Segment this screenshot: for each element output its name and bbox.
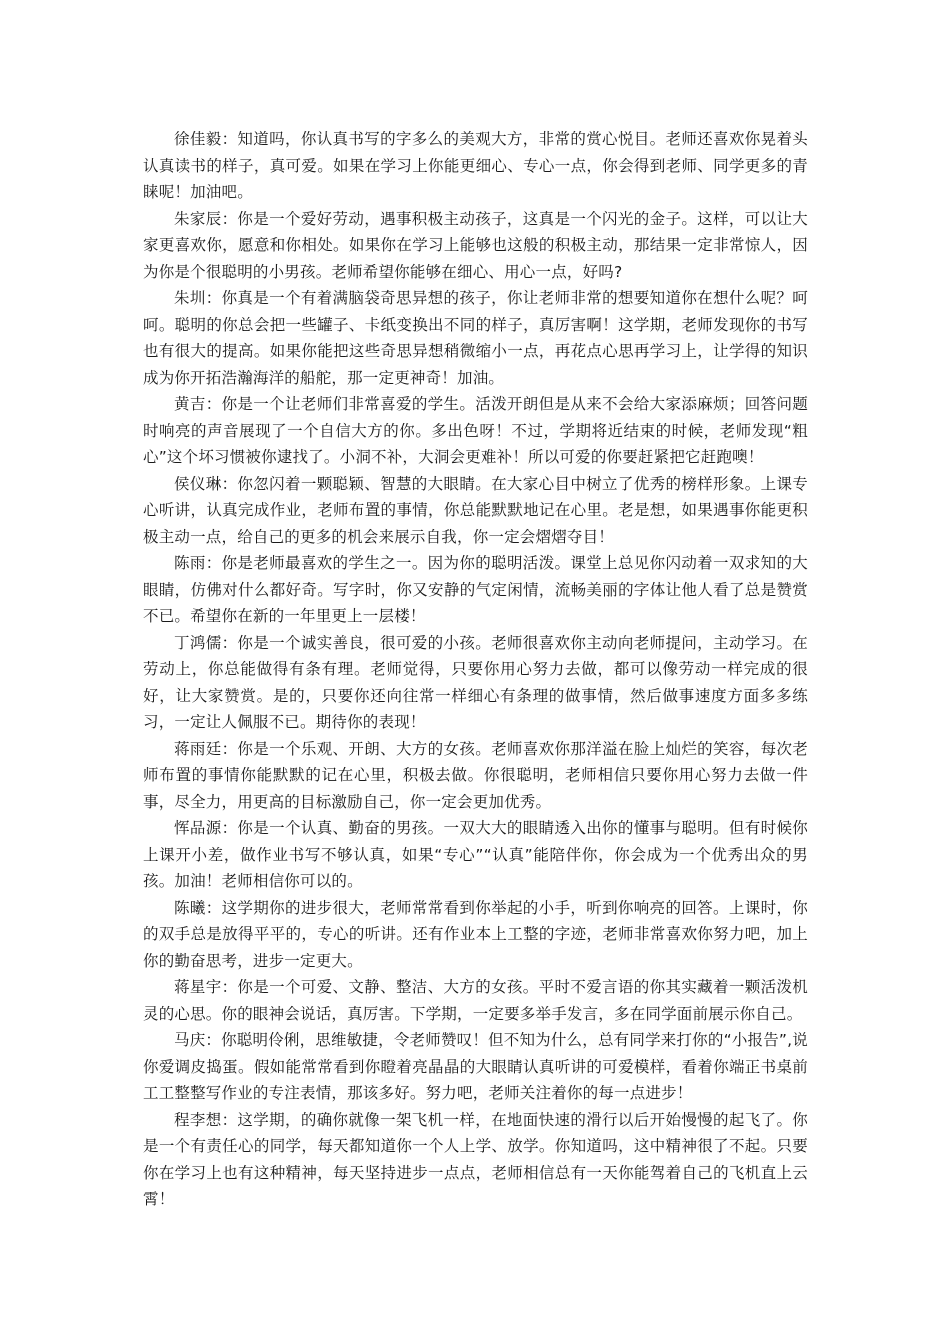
student-name: 陈曦 [174, 898, 206, 917]
comment-text: 你是老师最喜欢的学生之一。因为你的聪明活泼。课堂上总见你闪动着一双求知的大眼睛，仿佛对什么都好奇。写字时，你又安静的气定闲情，流畅美丽的字体让他人看了总是赞赏不已。希望你在新的一年里更上一层楼！ [143, 554, 809, 625]
student-name: 陈雨 [174, 554, 206, 572]
comment-text: 你是一个认真、勤奋的男孩。一双大大的眼睛透入出你的懂事与聪明。但有时候你上课开小差，做作业书写不够认真，如果“专心”“认真”能陪伴你，你会成为一个优秀出众的男孩。加油！老师相信你可以的。 [143, 819, 808, 890]
comment-paragraph: 朱家辰：你是一个爱好劳动，遇事积极主动孩子，这真是一个闪光的金子。这样，可以让大家更喜欢你，愿意和你相处。如果你在学习上能够也这般的积极主动，那结果一定非常惊人，因为你是个很聪明的小男孩。老师希望你能够在细心、用心一点，好吗? [143, 209, 808, 281]
comment-paragraph: 黄吉：你是一个让老师们非常喜爱的学生。活泼开朗但是从来不会给大家添麻烦；回答问题时响亮的声音展现了一个自信大方的你。多出色呀！不过，学期将近结束的时候，老师发现“粗心”这个坏习惯被你逮找了。小洞不补，大洞会更难补！所以可爱的你要赶紧把它赶跑噢！ [143, 395, 809, 466]
comment-text: 你是一个可爱、文静、整洁、大方的女孩。平时不爱言语的你其实藏着一颗活泼机灵的心思。你的眼神会说话，真厉害。下学期，一定要多举手发言，多在同学面前展示你自己。 [143, 978, 808, 1023]
student-name: 徐佳毅 [174, 130, 222, 148]
comment-paragraph: 恽品源：你是一个认真、勤奋的男孩。一双大大的眼睛透入出你的懂事与聪明。但有时候你上课开小差，做作业书写不够认真，如果“专心”“认真”能陪伴你，你会成为一个优秀出众的男孩。加油！老师相信你可以的。 [143, 819, 808, 890]
student-name: 程李想 [174, 1110, 222, 1129]
student-name: 马庆 [174, 1031, 206, 1049]
student-name: 黄吉 [174, 395, 206, 413]
comment-text: 知道吗，你认真书写的字多么的美观大方，非常的赏心悦目。老师还喜欢你晃着头认真读书的样子，真可爱。如果在学习上你能更细心、专心一点，你会得到老师、同学更多的青睐呢！加油吧。 [143, 130, 808, 201]
document-page [143, 126, 808, 1213]
comment-paragraph: 马庆：你聪明伶俐，思维敏捷，令老师赞叹！但不知为什么，总有同学来打你的“小报告”,说你爱调皮捣蛋。假如能常常看到你瞪着亮晶晶的大眼睛认真听讲的可爱模样，看着你端正书桌前工工整整写作业的专注表情，那该多好。努力吧，老师关注着你的每一点进步！ [143, 1031, 808, 1102]
comment-paragraph: 侯仪琳：你忽闪着一颗聪颖、智慧的大眼睛。在大家心目中树立了优秀的榜样形象。上课专心听讲，认真完成作业，老师布置的事情，你总能默默地记在心里。老是想，如果遇事你能更积极主动一点，给自己的更多的机会来展示自我，你一定会熠熠夺目！ [143, 474, 808, 546]
comment-text: 你忽闪着一颗聪颖、智慧的大眼睛。在大家心目中树立了优秀的榜样形象。上课专心听讲，认真完成作业，老师布置的事情，你总能默默地记在心里。老是想，如果遇事你能更积极主动一点，给自己的更多的机会来展示自我，你一定会熠熠夺目！ [143, 474, 808, 546]
student-name: 侯仪琳 [174, 474, 222, 493]
comment-paragraph: 蒋星宇：你是一个可爱、文静、整洁、大方的女孩。平时不爱言语的你其实藏着一颗活泼机灵的心思。你的眼神会说话，真厉害。下学期，一定要多举手发言，多在同学面前展示你自己。 [143, 978, 808, 1023]
comment-text: 你聪明伶俐，思维敏捷，令老师赞叹！但不知为什么，总有同学来打你的“小报告”,说你爱调皮捣蛋。假如能常常看到你瞪着亮晶晶的大眼睛认真听讲的可爱模样，看着你端正书桌前工工整整写作业的专注表情，那该多好。努力吧，老师关注着你的每一点进步！ [143, 1031, 808, 1102]
comment-text: 你是一个乐观、开朗、大方的女孩。老师喜欢你那洋溢在脸上灿烂的笑容，每次老师布置的事情你能默默的记在心里，积极去做。你很聪明，老师相信只要你用心努力去做一件事，尽全力，用更高的目标激励自己，你一定会更加优秀。 [143, 739, 808, 811]
comment-paragraph: 陈雨：你是老师最喜欢的学生之一。因为你的聪明活泼。课堂上总见你闪动着一双求知的大眼睛，仿佛对什么都好奇。写字时，你又安静的气定闲情，流畅美丽的字体让他人看了总是赞赏不已。希望你在新的一年里更上一层楼！ [143, 554, 809, 625]
student-name: 朱圳 [174, 289, 206, 307]
comment-text: 你是一个诚实善良，很可爱的小孩。老师很喜欢你主动向老师提问，主动学习。在劳动上，你总能做得有条有理。老师觉得，只要你用心努力去做，都可以像劳动一样完成的很好，让大家赞赏。是的，只要你还向往常一样细心有条理的做事情，然后做事速度方面多多练习，一定让人佩服不已。期待你的表现！ [143, 633, 808, 731]
student-name: 蒋星宇 [174, 978, 222, 996]
comment-paragraph: 蒋雨廷：你是一个乐观、开朗、大方的女孩。老师喜欢你那洋溢在脸上灿烂的笑容，每次老师布置的事情你能默默的记在心里，积极去做。你很聪明，老师相信只要你用心努力去做一件事，尽全力，用更高的目标激励自己，你一定会更加优秀。 [143, 739, 808, 811]
comment-text: 这学期你的进步很大，老师常常看到你举起的小手，听到你响亮的回答。上课时，你的双手总是放得平平的，专心的听讲。还有作业本上工整的字迹，老师非常喜欢你努力吧，加上你的勤奋思考，进步一定更大。 [143, 898, 809, 970]
comment-paragraph: 丁鸿儒：你是一个诚实善良，很可爱的小孩。老师很喜欢你主动向老师提问，主动学习。在劳动上，你总能做得有条有理。老师觉得，只要你用心努力去做，都可以像劳动一样完成的很好，让大家赞赏。是的，只要你还向往常一样细心有条理的做事情，然后做事速度方面多多练习，一定让人佩服不已。期待你的表现！ [143, 633, 808, 731]
student-name: 恽品源 [174, 819, 222, 837]
comment-text: 这学期，的确你就像一架飞机一样，在地面快速的滑行以后开始慢慢的起飞了。你是一个有责任心的同学，每天都知道你一个人上学、放学。你知道吗，这中精神很了不起。只要你在学习上也有这种精神，每天坚持进步一点点，老师相信总有一天你能驾着自己的飞机直上云霄！ [143, 1110, 808, 1208]
student-name: 朱家辰 [174, 209, 222, 228]
comment-paragraph: 朱圳：你真是一个有着满脑袋奇思异想的孩子，你让老师非常的想要知道你在想什么呢？呵呵。聪明的你总会把一些罐子、卡纸变换出不同的样子，真厉害啊！这学期，老师发现你的书写也有很大的提高。如果你能把这些奇思异想稍微缩小一点，再花点心思再学习上，让学得的知识成为你开拓浩瀚海洋的船舵，那一定更神奇！加油。 [143, 289, 809, 387]
student-name: 蒋雨廷 [174, 739, 222, 758]
comment-text: 你是一个让老师们非常喜爱的学生。活泼开朗但是从来不会给大家添麻烦；回答问题时响亮的声音展现了一个自信大方的你。多出色呀！不过，学期将近结束的时候，老师发现“粗心”这个坏习惯被你逮找了。小洞不补，大洞会更难补！所以可爱的你要赶紧把它赶跑噢！ [143, 395, 809, 466]
comment-text: 你是一个爱好劳动，遇事积极主动孩子，这真是一个闪光的金子。这样，可以让大家更喜欢你，愿意和你相处。如果你在学习上能够也这般的积极主动，那结果一定非常惊人，因为你是个很聪明的小男孩。老师希望你能够在细心、用心一点，好吗? [143, 209, 808, 281]
comment-text: 你真是一个有着满脑袋奇思异想的孩子，你让老师非常的想要知道你在想什么呢？呵呵。聪明的你总会把一些罐子、卡纸变换出不同的样子，真厉害啊！这学期，老师发现你的书写也有很大的提高。如果你能把这些奇思异想稍微缩小一点，再花点心思再学习上，让学得的知识成为你开拓浩瀚海洋的船舵，那一定更神奇！加油。 [143, 289, 809, 387]
comment-paragraph: 徐佳毅：知道吗，你认真书写的字多么的美观大方，非常的赏心悦目。老师还喜欢你晃着头认真读书的样子，真可爱。如果在学习上你能更细心、专心一点，你会得到老师、同学更多的青睐呢！加油吧。 [143, 130, 808, 201]
student-name: 丁鸿儒 [174, 633, 222, 652]
comment-paragraph: 陈曦：这学期你的进步很大，老师常常看到你举起的小手，听到你响亮的回答。上课时，你的双手总是放得平平的，专心的听讲。还有作业本上工整的字迹，老师非常喜欢你努力吧，加上你的勤奋思考，进步一定更大。 [143, 898, 809, 970]
comment-paragraph: 程李想：这学期，的确你就像一架飞机一样，在地面快速的滑行以后开始慢慢的起飞了。你是一个有责任心的同学，每天都知道你一个人上学、放学。你知道吗，这中精神很了不起。只要你在学习上也有这种精神，每天坚持进步一点点，老师相信总有一天你能驾着自己的飞机直上云霄！ [143, 1110, 808, 1208]
